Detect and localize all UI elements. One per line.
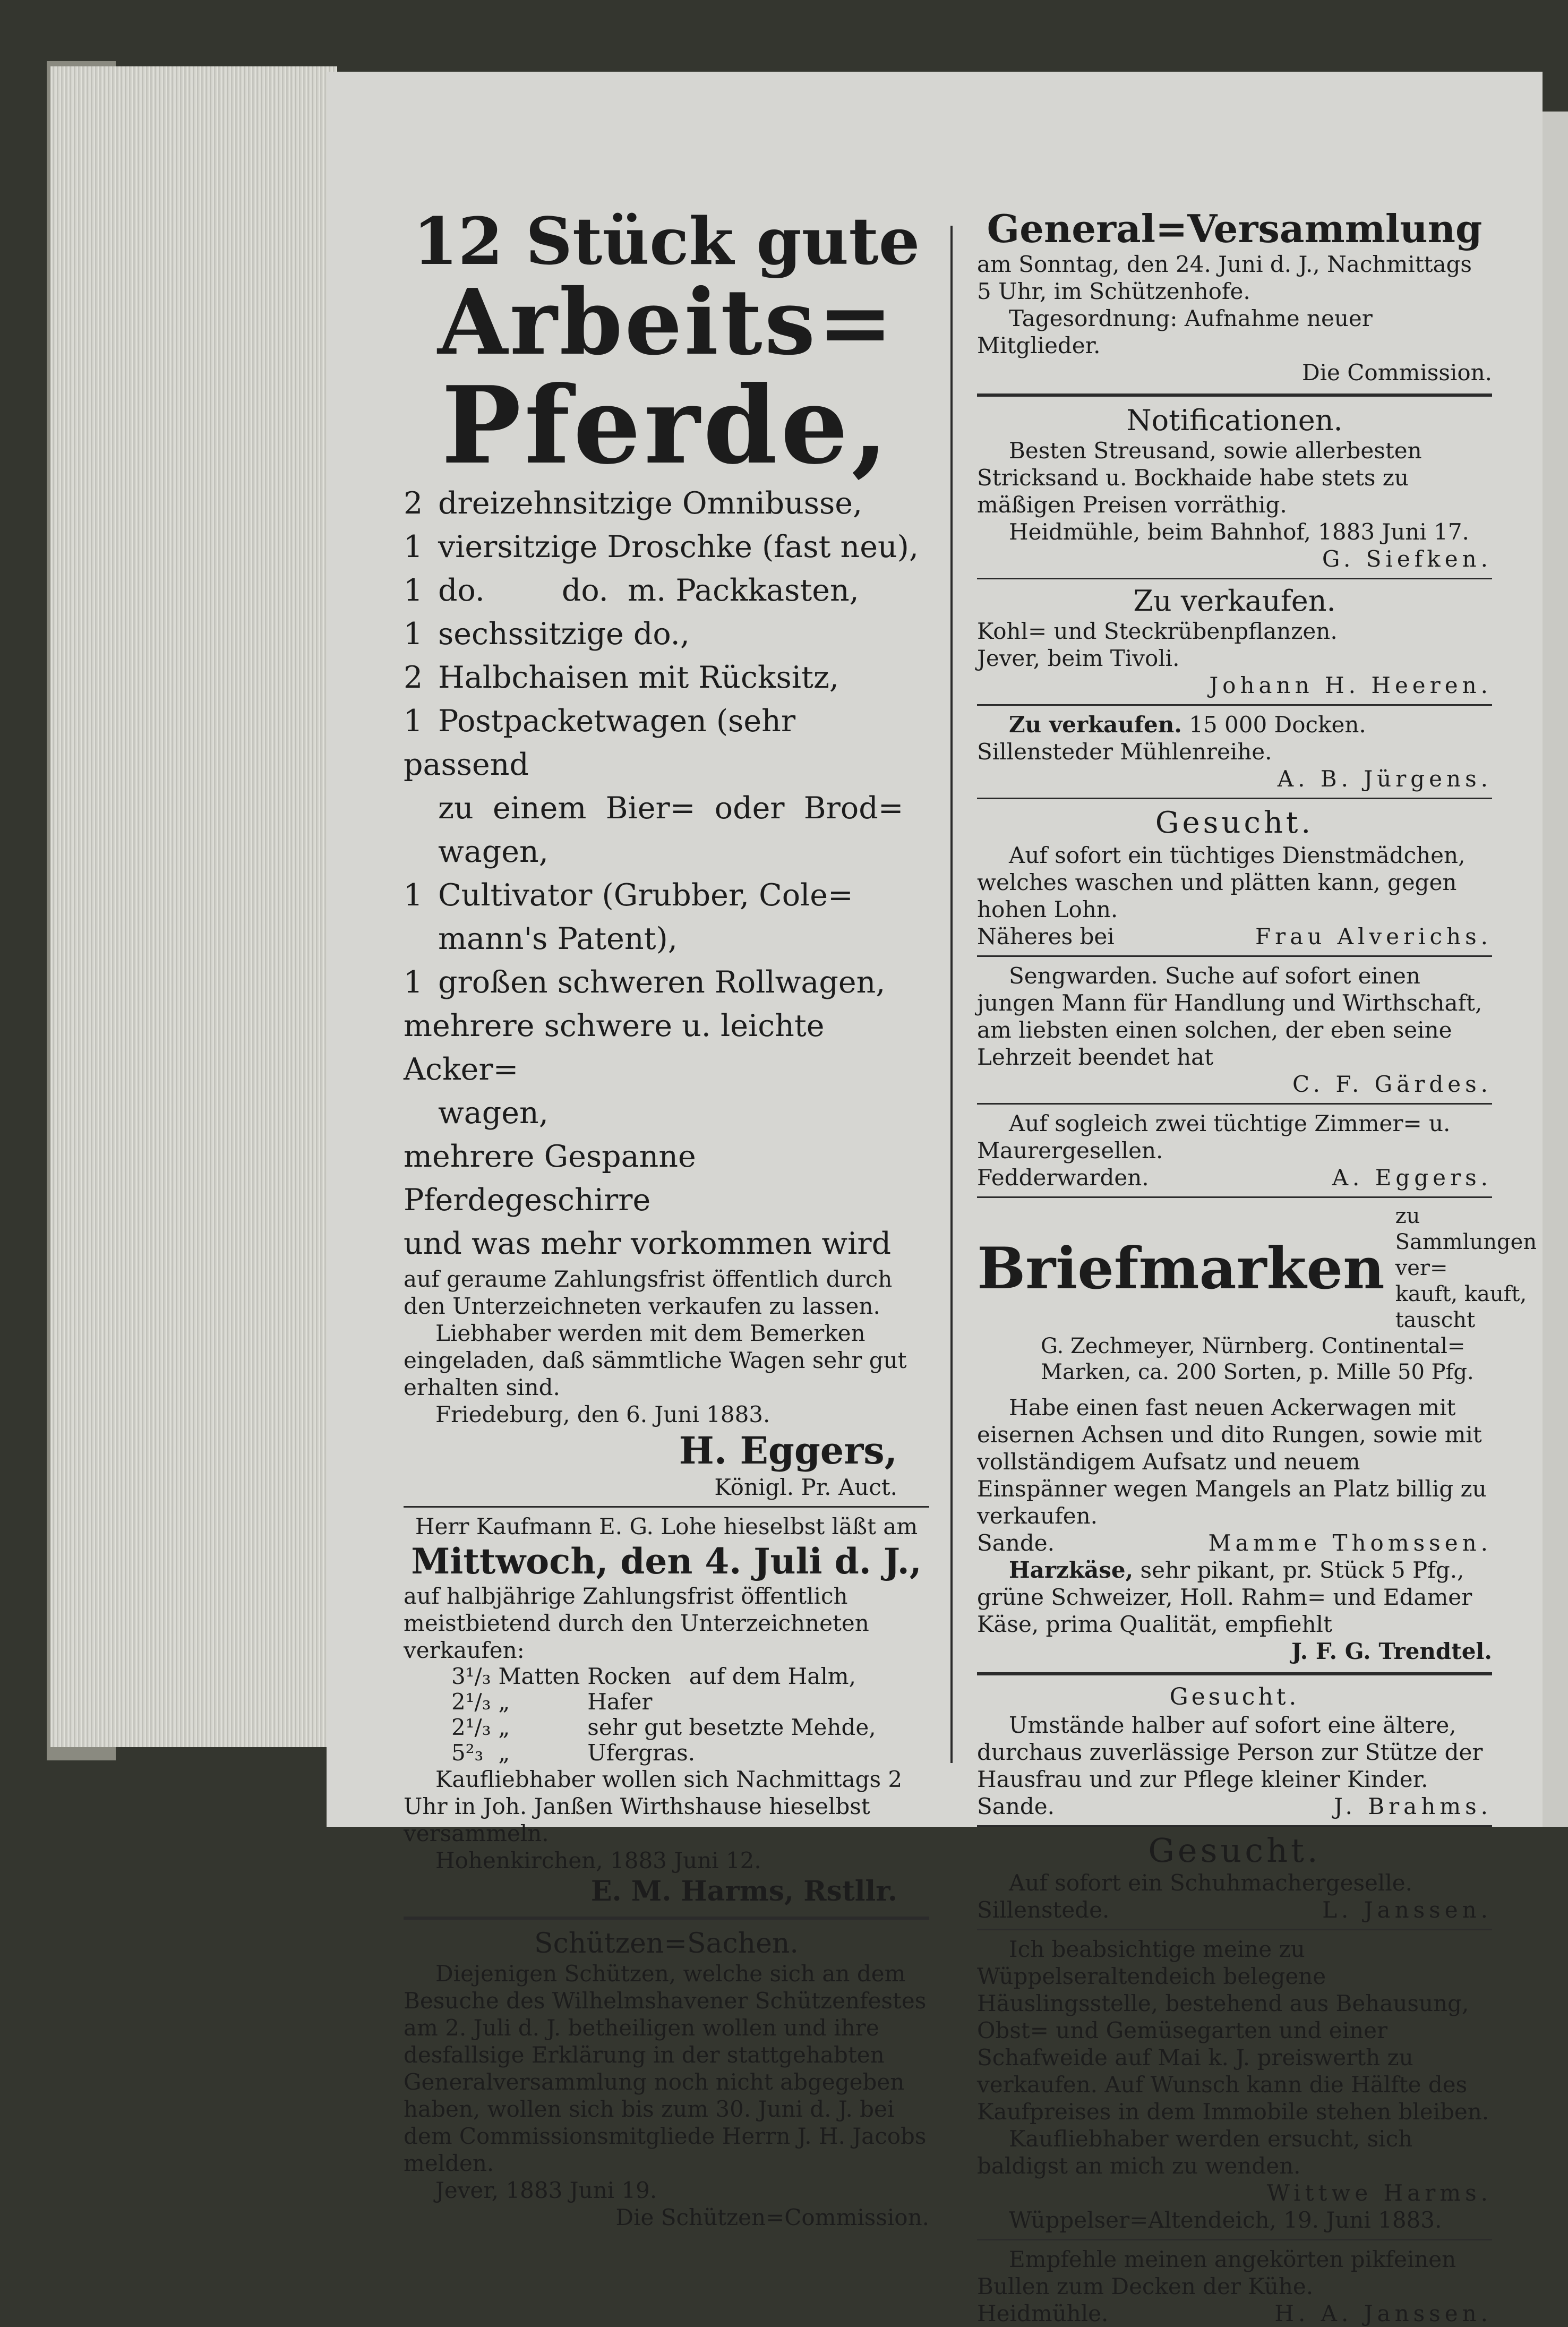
wanted5-ad [977, 1832, 1492, 1923]
sale1-body: Kohl= und Steckrübenpflanzen. [977, 618, 1338, 644]
sale1-ad [977, 585, 1492, 699]
facing-page-edge [1543, 112, 1568, 1827]
list-item: 1 Postpacketwagen (sehr passend [404, 703, 796, 782]
wanted2-signature: C. F. Gärdes. [1292, 1071, 1492, 1097]
wanted3-signature: A. Eggers. [1332, 1165, 1492, 1191]
general-signature: Die Commission. [1301, 360, 1492, 386]
wanted2-body: Sengwarden. Suche auf sofort einen jungen Mann für Handlung und Wirthschaft, am liebsten einen solchen, der eben seine Lehrzeit beendet hat [977, 963, 1483, 1070]
cheese-signature: J. F. G. Trendtel. [1291, 1638, 1492, 1664]
table-row: 5²₃ „ Ufergras. [451, 1739, 696, 1766]
wanted5-place: Sillenstede. [977, 1897, 1110, 1923]
list-item-cont: wagen, [438, 1095, 549, 1131]
house-signature: Wittwe Harms. [1266, 2180, 1492, 2206]
divider [977, 955, 1492, 957]
divider [404, 1506, 929, 1508]
list-item: mehrere schwere u. leichte Acker= [404, 1008, 825, 1087]
wanted5-heading: Gesucht. [1148, 1831, 1321, 1870]
wanted5-body: Auf sofort ein Schuhmachergeselle. [1009, 1870, 1412, 1896]
wagon-signature: Mamme Thomssen. [1208, 1530, 1492, 1556]
horse-ad-place-date: Friedeburg, den 6. Juni 1883. [435, 1401, 770, 1427]
column-divider [950, 226, 953, 1763]
cheese-body: sehr pikant, pr. Stück 5 Pfg., grüne Schweizer, Holl. Rahm= und Edamer Käse, prima Qualität, empfiehlt [977, 1557, 1472, 1637]
sale1-heading: Zu verkaufen. [1133, 584, 1336, 618]
lohe-body-2: Kaufliebhaber wollen sich Nachmittags 2 Uhr in Joh. Janßen Wirthshause hieselbst versammeln. [404, 1766, 903, 1846]
list-item-cont: mann's Patent), [438, 921, 678, 956]
horse-ad-title-2: Arbeits= [438, 269, 895, 376]
schuetzen-heading: Schützen=Sachen. [534, 1927, 799, 1960]
schuetzen-ad [404, 1927, 929, 2231]
crops-table [451, 1664, 884, 1766]
wanted4-signature: J. Brahms. [1333, 1793, 1492, 1819]
wanted5-signature: L. Janssen. [1322, 1897, 1492, 1923]
wanted1-ad [977, 805, 1492, 950]
page-stack-edges [50, 66, 337, 1747]
sale2-place: Sillensteder Mühlenreihe. [977, 739, 1272, 765]
horse-ad-signature-title: Königl. Pr. Auct. [714, 1474, 897, 1500]
list-item: mehrere Gespanne Pferdegeschirre [404, 1139, 696, 1218]
wanted4-place: Sande. [977, 1793, 1055, 1819]
wanted3-body: Auf sogleich zwei tüchtige Zimmer= u. Maurergesellen. [977, 1110, 1451, 1164]
divider [977, 798, 1492, 799]
house-body-2: Kaufliebhaber werden ersucht, sich baldigst an mich zu wenden. [977, 2126, 1413, 2179]
notif-signature: G. Siefken. [1322, 546, 1492, 572]
stamps-ad [977, 1203, 1537, 1333]
house-place-date: Wüppelser=Altendeich, 19. Juni 1883. [1009, 2207, 1442, 2233]
divider [977, 578, 1492, 579]
lohe-intro: Herr Kaufmann E. G. Lohe hieselbst läßt am [415, 1513, 918, 1539]
bull-place: Heidmühle. [977, 2300, 1109, 2326]
wagon-ad [977, 1394, 1492, 1556]
list-item: 2 dreizehnsitzige Omnibusse, [404, 485, 863, 521]
schuetzen-place-date: Jever, 1883 Juni 19. [435, 2177, 657, 2203]
horse-ad-signature: H. Eggers, [679, 1428, 897, 1473]
horse-ad-body: auf geraume Zahlungsfrist öffentlich durch den Unterzeichneten verkaufen zu lassen. [404, 1265, 893, 1319]
wanted1-signature: Frau Alverichs. [1255, 923, 1492, 949]
list-item: 1 sechssitzige do., [404, 616, 690, 652]
schuetzen-body: Diejenigen Schützen, welche sich an dem Besuche des Wilhelmshavener Schützenfestes am 2. Juli d. J. betheiligen wollen und ihre desfallsige Erklärung in der stattgehabten Generalversammlung noch nicht abgegeben haben, wollen sich bis zum 30. Juni d. J. bei dem Commissionsmitgliede Herrn J. H. Jacobs melden. [404, 1960, 927, 2176]
lohe-ad [404, 1513, 929, 1909]
stamps-line: G. Zechmeyer, Nürnberg. Continental= [1041, 1334, 1466, 1358]
wanted1-body: Auf sofort ein tüchtiges Dienstmädchen, welches waschen und plätten kann, gegen hohen Lohn. [977, 842, 1466, 922]
notif-body: Besten Streusand, sowie allerbesten Stricksand u. Bockhaide habe stets zu mäßigen Preisen vorräthig. [977, 438, 1422, 518]
list-item: 1 do. do. m. Packkasten, [404, 572, 859, 608]
divider [977, 1672, 1492, 1675]
list-item: 2 Halbchaisen mit Rücksitz, [404, 660, 839, 695]
wanted3-ad [977, 1110, 1492, 1191]
notif-ad [977, 404, 1492, 572]
wanted1-left: Näheres bei [977, 923, 1115, 949]
divider [977, 1196, 1492, 1198]
notif-place-date: Heidmühle, beim Bahnhof, 1883 Juni 17. [1009, 519, 1469, 545]
wanted1-heading: Gesucht. [1155, 806, 1314, 840]
list-item: und was mehr vorkommen wird [404, 1226, 892, 1261]
divider [977, 1929, 1492, 1930]
wanted3-place: Fedderwarden. [977, 1165, 1149, 1191]
sale2-lead: Zu verkaufen. [1009, 712, 1182, 738]
house-ad [977, 1936, 1492, 2234]
list-item: 1 Cultivator (Grubber, Cole= [404, 877, 853, 913]
left-column [404, 203, 929, 2231]
house-body: Ich beabsichtige meine zu Wüppelseraltendeich belegene Häuslingsstelle, bestehend aus Behausung, Obst= und Gemüsegarten und einer Schafweide auf Mai k. J. preiswerth zu verkaufen. Auf Wunsch kann die Hälfte des Kaufpreises in dem Immobile stehen bleiben. [977, 1936, 1489, 2125]
general-heading: General=Versammlung [987, 206, 1483, 251]
wagon-place: Sande. [977, 1530, 1055, 1556]
general-body: am Sonntag, den 24. Juni d. J., Nachmittags 5 Uhr, im Schützenhofe. [977, 251, 1472, 304]
divider [977, 704, 1492, 706]
stamps-line: zu Sammlungen ver= [1395, 1204, 1537, 1280]
divider [977, 2239, 1492, 2240]
sale2-text: 15 000 Docken. [1189, 712, 1366, 738]
stamps-line: Marken, ca. 200 Sorten, p. Mille 50 Pfg. [1041, 1360, 1474, 1384]
bull-ad [977, 2246, 1492, 2327]
list-item: 1 viersitzige Droschke (fast neu), [404, 529, 919, 564]
wanted2-ad [977, 962, 1492, 1098]
divider [977, 1825, 1492, 1827]
cheese-ad [977, 1556, 1492, 1665]
list-item: 1 großen schweren Rollwagen, [404, 964, 886, 1000]
table-row: 3¹/₃ Matten Rocken auf dem Halm, [451, 1663, 856, 1689]
table-row: 2¹/₃ „ Hafer [451, 1688, 653, 1715]
sale2-ad [977, 711, 1492, 792]
horse-ad [404, 203, 929, 1501]
lohe-signature: E. M. Harms, Rstllr. [590, 1875, 897, 1907]
horse-ad-body-2: Liebhaber werden mit dem Bemerken eingeladen, daß sämmtliche Wagen sehr gut erhalten sind. [404, 1320, 907, 1400]
table-row: 2¹/₃ „ sehr gut besetzte Mehde, [451, 1714, 876, 1740]
list-item-cont: zu einem Bier= oder Brod= [438, 790, 904, 826]
stamps-word: Briefmarken [977, 1235, 1385, 1302]
schuetzen-signature: Die Schützen=Commission. [615, 2204, 929, 2230]
sale2-signature: A. B. Jürgens. [1277, 766, 1492, 792]
right-column [977, 206, 1537, 2327]
wanted4-ad [977, 1683, 1492, 1820]
divider [404, 1917, 929, 1920]
horse-ad-title-3: Pferde, [441, 363, 892, 488]
cheese-lead: Harzkäse, [1009, 1557, 1134, 1583]
bull-body: Empfehle meinen angekörten pikfeinen Bullen zum Decken der Kühe. [977, 2246, 1456, 2299]
general-agenda: Tagesordnung: Aufnahme neuer Mitglieder. [977, 305, 1373, 358]
wanted4-heading: Gesucht. [1169, 1683, 1300, 1710]
wagon-body: Habe einen fast neuen Ackerwagen mit eisernen Achsen und dito Rungen, sowie mit vollständigem Aufsatz und neuem Einspänner wegen Mangels an Platz billig zu verkaufen. [977, 1395, 1487, 1529]
sale1-place: Jever, beim Tivoli. [977, 645, 1180, 671]
notif-heading: Notificationen. [1126, 404, 1343, 437]
bull-signature: H. A. Janssen. [1274, 2300, 1492, 2326]
lohe-place-date: Hohenkirchen, 1883 Juni 12. [435, 1847, 761, 1873]
sale1-signature: Johann H. Heeren. [1209, 672, 1492, 698]
divider [977, 1103, 1492, 1105]
lohe-date: Mittwoch, den 4. Juli d. J., [411, 1540, 922, 1582]
lohe-body: auf halbjährige Zahlungsfrist öffentlich meistbietend durch den Unterzeichneten verkaufen: [404, 1582, 869, 1663]
horse-ad-title-1: 12 Stück gute [413, 203, 920, 279]
stamps-line: kauft, kauft, tauscht [1395, 1282, 1527, 1332]
divider [977, 393, 1492, 397]
list-item-cont: wagen, [438, 834, 549, 869]
general-ad [977, 207, 1492, 386]
wanted4-body: Umstände halber auf sofort eine ältere, durchaus zuverlässige Person zur Stütze der Hausfrau und zur Pflege kleiner Kinder. [977, 1712, 1483, 1792]
